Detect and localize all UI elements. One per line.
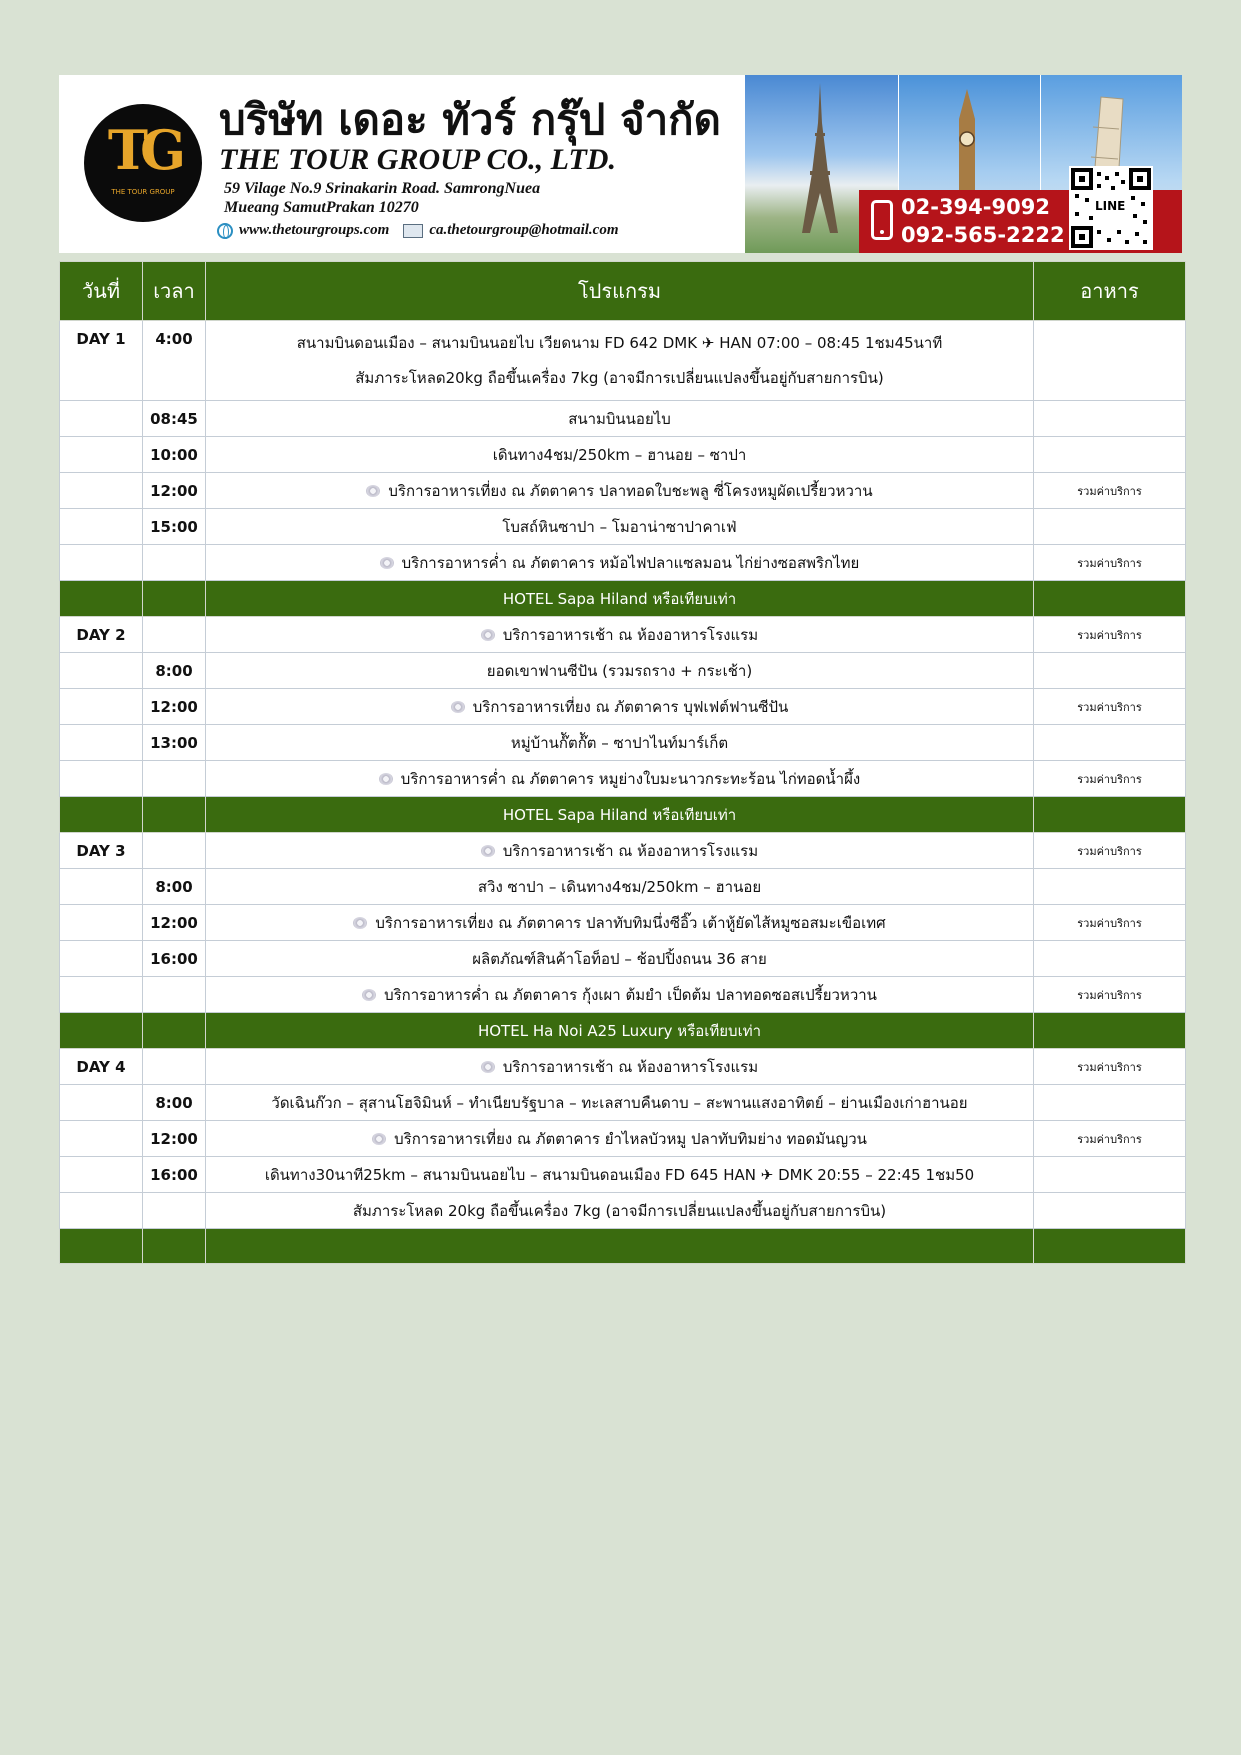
hotel-name: HOTEL Ha Noi A25 Luxury หรือเทียบเท่า <box>206 1013 1034 1049</box>
company-name-thai: บริษัท เดอะ ทัวร์ กรุ๊ป จำกัด <box>219 95 721 144</box>
meal-cell <box>1034 401 1186 437</box>
table-row <box>60 653 1186 689</box>
hotel-row <box>60 581 1186 617</box>
plate-icon <box>451 701 465 713</box>
table-row <box>60 833 1186 869</box>
meal-cell: รวมค่าบริการ <box>1034 617 1186 653</box>
program-cell <box>206 833 1034 869</box>
plate-icon <box>481 845 495 857</box>
company-logo <box>84 104 202 222</box>
time-cell <box>143 797 206 833</box>
landmark-photos <box>745 75 1182 253</box>
hotel-row <box>60 1013 1186 1049</box>
logo-letters: TG <box>107 118 179 182</box>
meal-cell: รวมค่าบริการ <box>1034 833 1186 869</box>
meal-cell <box>1034 725 1186 761</box>
program-text: ยอดเขาฟานซีปัน (รวมรถราง + กระเช้า) <box>486 661 753 680</box>
globe-icon <box>217 223 233 239</box>
qr-line-label: LINE <box>1095 199 1126 213</box>
company-name-english: THE TOUR GROUP CO., LTD. <box>219 143 616 176</box>
column-header-time: เวลา <box>143 262 206 321</box>
day-cell <box>60 761 143 797</box>
table-row <box>60 1085 1186 1121</box>
program-text: บริการอาหารเช้า ณ ห้องอาหารโรงแรม <box>502 625 759 644</box>
program-cell <box>206 401 1034 437</box>
email-link[interactable]: ca.thetourgroup@hotmail.com <box>429 222 619 238</box>
meal-cell: รวมค่าบริการ <box>1034 545 1186 581</box>
day-cell <box>60 1121 143 1157</box>
program-cell <box>206 617 1034 653</box>
footer-cell <box>143 1229 206 1264</box>
meal-cell <box>1034 941 1186 977</box>
day-cell <box>60 545 143 581</box>
footer-cell <box>60 1229 143 1264</box>
meal-cell <box>1034 509 1186 545</box>
plate-icon <box>362 989 376 1001</box>
plate-icon <box>379 773 393 785</box>
table-row <box>60 761 1186 797</box>
hotel-row <box>60 797 1186 833</box>
time-cell: 15:00 <box>143 509 206 545</box>
time-cell <box>143 581 206 617</box>
program-cell <box>206 1049 1034 1085</box>
meal-cell: รวมค่าบริการ <box>1034 689 1186 725</box>
program-cell <box>206 1121 1034 1157</box>
day-cell: DAY 3 <box>60 833 143 869</box>
time-cell <box>143 977 206 1013</box>
time-cell <box>143 1193 206 1229</box>
program-text: บริการอาหารเช้า ณ ห้องอาหารโรงแรม <box>502 841 759 860</box>
program-text: สนามบินนอยไบ <box>568 409 671 428</box>
program-cell <box>206 653 1034 689</box>
time-cell: 12:00 <box>143 473 206 509</box>
table-row <box>60 321 1186 401</box>
program-text: เดินทาง30นาที25km – สนามบินนอยไบ – สนามบินดอนเมือง FD 645 HAN ✈ DMK 20:55 – 22:45 1ชม50 <box>264 1165 975 1184</box>
time-cell <box>143 833 206 869</box>
table-header-row <box>60 262 1186 321</box>
time-cell: 13:00 <box>143 725 206 761</box>
meal-cell <box>1034 1085 1186 1121</box>
program-text: บริการอาหารเที่ยง ณ ภัตตาคาร บุฟเฟต์ฟานซีปัน <box>472 697 789 716</box>
table-row <box>60 725 1186 761</box>
time-cell <box>143 1013 206 1049</box>
time-cell: 16:00 <box>143 941 206 977</box>
time-cell <box>143 1049 206 1085</box>
day-cell <box>60 977 143 1013</box>
meal-cell: รวมค่าบริการ <box>1034 761 1186 797</box>
program-cell <box>206 689 1034 725</box>
plate-icon <box>481 1061 495 1073</box>
plate-icon <box>366 485 380 497</box>
program-text: เดินทาง4ชม/250km – ฮานอย – ซาปา <box>492 445 747 464</box>
website-link[interactable]: www.thetourgroups.com <box>239 222 390 238</box>
table-row <box>60 437 1186 473</box>
program-text: ผลิตภัณฑ์สินค้าโอท็อป – ช้อปปิ้งถนน 36 สาย <box>472 949 767 968</box>
program-text: บริการอาหารเช้า ณ ห้องอาหารโรงแรม <box>502 1057 759 1076</box>
program-text: สัมภาระโหลด 20kg ถือขึ้นเครื่อง 7kg (อาจมีการเปลี่ยนแปลงขึ้นอยู่กับสายการบิน) <box>352 1201 887 1220</box>
footer-cell <box>206 1229 1034 1264</box>
time-cell: 12:00 <box>143 1121 206 1157</box>
meal-cell <box>1034 437 1186 473</box>
day-cell <box>60 509 143 545</box>
phone-number-1[interactable]: 02-394-9092 <box>901 195 1050 219</box>
program-text: บริการอาหารเที่ยง ณ ภัตตาคาร ปลาทับทิมนึ่งซีอิ๊ว เต้าหู้ยัดไส้หมูซอสมะเขือเทศ <box>375 913 886 932</box>
table-row <box>60 1049 1186 1085</box>
program-text: หมู่บ้านก๊ัตก๊ัต – ซาปาไนท์มาร์เก็ต <box>510 733 729 752</box>
footer-cell <box>1034 1229 1186 1264</box>
program-text: โบสถ์หินซาปา – โมอาน่าซาปาคาเฟ่ <box>502 517 737 536</box>
program-cell <box>206 725 1034 761</box>
program-cell <box>206 509 1034 545</box>
time-cell: 12:00 <box>143 905 206 941</box>
day-cell <box>60 1193 143 1229</box>
program-cell <box>206 761 1034 797</box>
phone-number-2[interactable]: 092-565-2222 <box>901 223 1065 247</box>
meal-cell: รวมค่าบริการ <box>1034 473 1186 509</box>
day-cell: DAY 2 <box>60 617 143 653</box>
day-cell <box>60 797 143 833</box>
program-text: บริการอาหารค่ำ ณ ภัตตาคาร หม้อไฟปลาแซลมอน ไก่ย่างซอสพริกไทย <box>401 553 860 572</box>
meal-cell <box>1034 1193 1186 1229</box>
table-row <box>60 509 1186 545</box>
time-cell <box>143 617 206 653</box>
program-cell <box>206 1085 1034 1121</box>
time-cell: 4:00 <box>143 321 206 401</box>
program-text: สนามบินดอนเมือง – สนามบินนอยไบ เวียดนาม FD 642 DMK ✈ HAN 07:00 – 08:45 1ชม45นาที <box>296 333 943 352</box>
day-cell <box>60 869 143 905</box>
table-row <box>60 977 1186 1013</box>
time-cell: 16:00 <box>143 1157 206 1193</box>
table-row <box>60 473 1186 509</box>
program-cell <box>206 869 1034 905</box>
plate-icon <box>481 629 495 641</box>
time-cell <box>143 761 206 797</box>
hotel-name: HOTEL Sapa Hiland หรือเทียบเท่า <box>206 797 1034 833</box>
day-cell <box>60 1013 143 1049</box>
program-cell <box>206 473 1034 509</box>
address-line-1: 59 Vilage No.9 Srinakarin Road. SamrongNuea <box>224 180 541 197</box>
program-cell <box>206 1193 1034 1229</box>
itinerary-table <box>59 261 1186 1264</box>
meal-cell: รวมค่าบริการ <box>1034 977 1186 1013</box>
day-cell <box>60 1157 143 1193</box>
table-row <box>60 1157 1186 1193</box>
contact-row <box>217 222 619 239</box>
envelope-icon <box>403 224 423 238</box>
column-header-day: วันที่ <box>60 262 143 321</box>
meal-cell <box>1034 869 1186 905</box>
meal-cell <box>1034 321 1186 401</box>
program-cell <box>206 321 1034 401</box>
table-row <box>60 941 1186 977</box>
time-cell: 12:00 <box>143 689 206 725</box>
table-row <box>60 545 1186 581</box>
plate-icon <box>372 1133 386 1145</box>
program-cell <box>206 977 1034 1013</box>
program-text: บริการอาหารค่ำ ณ ภัตตาคาร หมูย่างใบมะนาวกระทะร้อน ไก่ทอดน้ำผึ้ง <box>400 769 861 788</box>
time-cell: 8:00 <box>143 869 206 905</box>
day-cell <box>60 437 143 473</box>
program-text: บริการอาหารเที่ยง ณ ภัตตาคาร ยำไหลบัวหมู ปลาทับทิมย่าง ทอดมันญวน <box>394 1129 867 1148</box>
time-cell: 08:45 <box>143 401 206 437</box>
table-row <box>60 617 1186 653</box>
table-row <box>60 689 1186 725</box>
table-row <box>60 401 1186 437</box>
table-row <box>60 1121 1186 1157</box>
hotel-name: HOTEL Sapa Hiland หรือเทียบเท่า <box>206 581 1034 617</box>
header-banner <box>59 75 1182 253</box>
time-cell <box>143 545 206 581</box>
program-cell <box>206 437 1034 473</box>
program-text-line-2: สัมภาระโหลด20kg ถือขึ้นเครื่อง 7kg (อาจมีการเปลี่ยนแปลงขึ้นอยู่กับสายการบิน) <box>355 368 884 387</box>
table-footer-row <box>60 1229 1186 1264</box>
program-cell <box>206 1157 1034 1193</box>
day-cell <box>60 401 143 437</box>
meal-cell: รวมค่าบริการ <box>1034 1049 1186 1085</box>
day-cell <box>60 581 143 617</box>
program-cell <box>206 905 1034 941</box>
day-cell <box>60 653 143 689</box>
program-text: สวิง ซาปา – เดินทาง4ชม/250km – ฮานอย <box>477 877 762 896</box>
meal-cell <box>1034 1157 1186 1193</box>
eiffel-tower-icon <box>800 83 840 233</box>
address-line-2: Mueang SamutPrakan 10270 <box>224 199 419 216</box>
day-cell <box>60 905 143 941</box>
column-header-meal: อาหาร <box>1034 262 1186 321</box>
day-cell: DAY 4 <box>60 1049 143 1085</box>
column-header-program: โปรแกรม <box>206 262 1034 321</box>
plate-icon <box>353 917 367 929</box>
program-text: บริการอาหารเที่ยง ณ ภัตตาคาร ปลาทอดใบชะพลู ซี่โครงหมูผัดเปรี้ยวหวาน <box>388 481 873 500</box>
table-row <box>60 905 1186 941</box>
day-cell <box>60 1085 143 1121</box>
logo-subtitle: THE TOUR GROUP <box>111 188 175 196</box>
day-cell <box>60 725 143 761</box>
day-cell <box>60 473 143 509</box>
program-text: บริการอาหารค่ำ ณ ภัตตาคาร กุ้งเผา ต้มยำ เป็ดต้ม ปลาทอดซอสเปรี้ยวหวาน <box>384 985 877 1004</box>
meal-cell <box>1034 581 1186 617</box>
table-row <box>60 869 1186 905</box>
time-cell: 10:00 <box>143 437 206 473</box>
plate-icon <box>380 557 394 569</box>
program-text: วัดเฉินก๊วก – สุสานโฮจิมินห์ – ทำเนียบรัฐบาล – ทะเลสาบคืนดาบ – สะพานแสงอาทิตย์ – ย่านเมืองเก่าฮานอย <box>271 1093 968 1112</box>
line-qr-code[interactable] <box>1069 166 1153 250</box>
meal-cell: รวมค่าบริการ <box>1034 905 1186 941</box>
day-cell <box>60 689 143 725</box>
mobile-phone-icon <box>871 200 893 240</box>
meal-cell: รวมค่าบริการ <box>1034 1121 1186 1157</box>
time-cell: 8:00 <box>143 1085 206 1121</box>
program-cell <box>206 941 1034 977</box>
meal-cell <box>1034 1013 1186 1049</box>
meal-cell <box>1034 797 1186 833</box>
time-cell: 8:00 <box>143 653 206 689</box>
itinerary-body <box>60 321 1186 1264</box>
table-row <box>60 1193 1186 1229</box>
day-cell <box>60 941 143 977</box>
meal-cell <box>1034 653 1186 689</box>
day-cell: DAY 1 <box>60 321 143 401</box>
program-cell <box>206 545 1034 581</box>
